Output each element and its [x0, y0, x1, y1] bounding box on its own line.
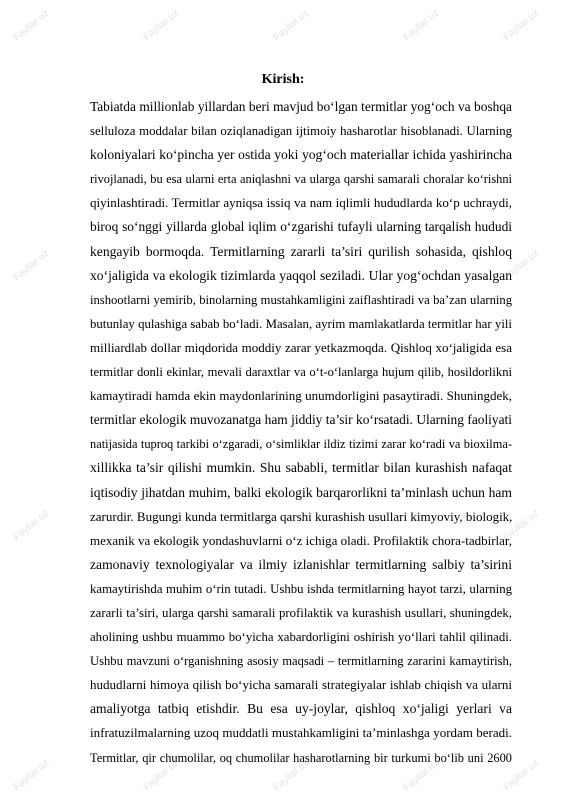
text-line: aholining ushbu muammo bo‘yicha xabardorligini oshirish yo‘llari tahlil qilinadi. [90, 630, 512, 645]
watermark: Fayllar.uz [401, 7, 442, 44]
text-line: kamaytirishda muhim o‘rin tutadi. Ushbu ishda termitlarning hayot tarzi, ularning [90, 581, 512, 596]
text-line: kengayib bormoqda. Termitlarning zararli ta’siri qurilish sohasida, qishloq [90, 243, 512, 259]
text-line: biroq so‘nggi yillarda global iqlim o‘zgarishi tufayli ularning tarqalish hududi [90, 219, 512, 235]
watermark: Fayllar.uz [11, 7, 52, 44]
text-line: xillikka ta’sir qilishi mumkin. Shu sababli, termitlar bilan kurashish nafaqat [90, 460, 512, 476]
text-line: selluloza moddalar bilan oziqlanadigan ijtimoiy hasharotlar hisoblanadi. Ularning [90, 124, 512, 139]
text-line: zamonaviy texnologiyalar va ilmiy izlanishlar termitlarning salbiy ta’sirini [90, 556, 512, 572]
watermark: Fayllar.uz [141, 757, 182, 794]
watermark: Fayllar.uz [271, 7, 312, 44]
text-line: Termitlar, qir chumolilar, oq chumolilar hasharotlarning bir turkumi bo‘lib uni 2600 [90, 750, 512, 765]
text-line: termitlar donli ekinlar, mevali daraxtlar va o‘t-o‘lanlarga hujum qilib, hosildorlikni [90, 365, 512, 380]
text-line: rivojlanadi, bu esa ularni erta aniqlashni va ularga qarshi samarali choralar ko‘rishni [90, 172, 512, 187]
text-line: qiyinlashtiradi. Termitlar ayniqsa issiq va nam iqlimli hududlarda ko‘p uchraydi, [90, 195, 512, 211]
watermark: Fayllar.uz [11, 507, 52, 544]
watermark: Fayllar.uz [11, 757, 52, 794]
text-line: amaliyotga tatbiq etishdir. Bu esa uy-joylar, qishloq xo‘jaligi yerlari va [90, 701, 512, 717]
watermark: Fayllar.uz [141, 7, 182, 44]
section-heading: Kirish: [261, 72, 305, 87]
text-line: natijasida tuproq tarkibi o‘zgaradi, o‘simliklar ildiz tizimi zarar ko‘radi va bioxilma- [90, 437, 512, 452]
text-line: hududlarni himoya qilish bo‘yicha samarali strategiyalar ishlab chiqish va ularni [90, 677, 512, 693]
watermark: Fayllar.uz [401, 757, 442, 794]
text-line: xo‘jaligida va ekologik tizimlarda yaqqol seziladi. Ular yog‘ochdan yasalgan [90, 267, 512, 283]
watermark: Fayllar.uz [501, 247, 542, 284]
text-line: Tabiatda millionlab yillardan beri mavjud bo‘lgan termitlar yog‘och va boshqa [90, 99, 512, 114]
text-line: koloniyalari ko‘pincha yer ostida yoki yog‘och materiallar ichida yashirincha [90, 147, 512, 163]
watermark: Fayllar.uz [501, 507, 542, 544]
text-line: milliardlab dollar miqdorida moddiy zarar yetkazmoqda. Qishloq xo‘jaligida esa [90, 339, 512, 355]
text-line: mexanik va ekologik yondashuvlarni o‘z ichiga oladi. Profilaktik chora-tadbirlar, [90, 532, 512, 548]
text-line: iqtisodiy jihatdan muhim, balki ekologik barqarorlikni ta’minlash uchun ham [90, 484, 512, 500]
text-line: zarurdir. Bugungi kunda termitlarga qarshi kurashish usullari kimyoviy, biologik, [90, 508, 513, 524]
watermark: Fayllar.uz [501, 757, 542, 794]
text-line: termitlar ekologik muvozanatga ham jiddiy ta’sir ko‘rsatadi. Ularning faoliyati [90, 412, 512, 428]
watermark: Fayllar.uz [271, 757, 312, 794]
text-line: zararli ta’siri, ularga qarshi samarali profilaktik va kurashish usullari, shuningdek, [90, 605, 512, 620]
text-line: butunlay qulashiga sabab bo‘ladi. Masalan, ayrim mamlakatlarda termitlar har yili [90, 316, 512, 331]
text-line: infratuzilmalarning uzoq muddatli mustahkamligini ta’minlashga yordam beradi. [90, 725, 512, 741]
watermark: Fayllar.uz [501, 7, 542, 44]
body-paragraph [90, 95, 512, 770]
text-line: kamaytiradi hamda ekin maydonlarining unumdorligini pasaytiradi. Shuningdek, [90, 388, 512, 404]
watermark: Fayllar.uz [11, 247, 52, 284]
text-line: inshootlarni yemirib, binolarning mustahkamligini zaiflashtiradi va ba’zan ularning [90, 292, 512, 307]
text-line: Ushbu mavzuni o‘rganishning asosiy maqsadi – termitlarning zararini kamaytirish, [90, 654, 512, 669]
